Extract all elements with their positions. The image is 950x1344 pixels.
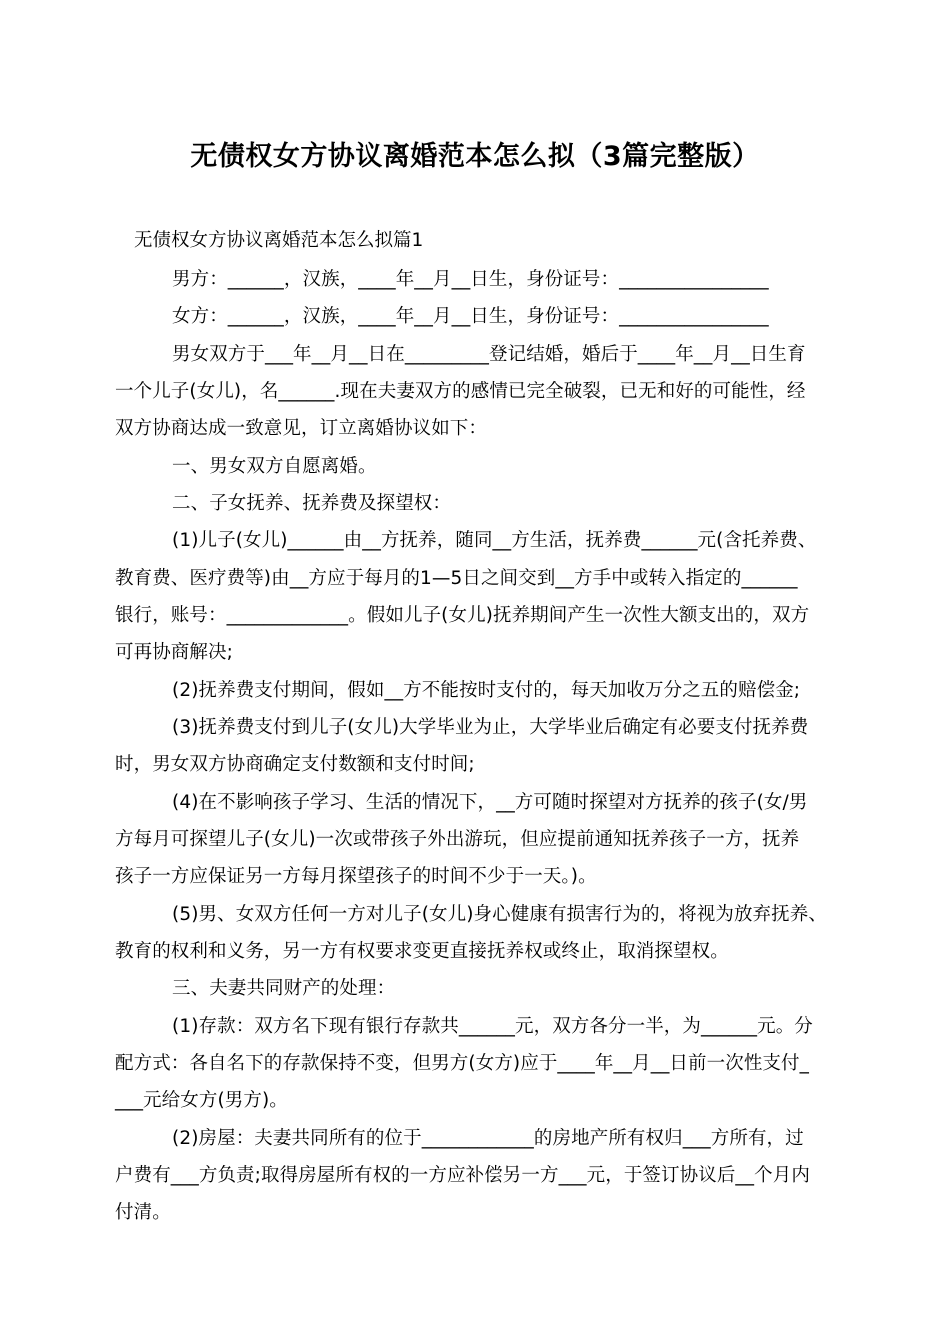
text-line: ___元给女方(男方)。: [115, 1090, 288, 1111]
text-line: 二、子女抚养、抚养费及探望权：: [172, 493, 452, 514]
text-line: 付清。: [115, 1202, 171, 1223]
text-line: 教育费、医疗费等)由__方应于每月的1—5日之间交到__方手中或转入指定的______: [115, 568, 798, 589]
text-line: 一、男女双方自愿离婚。: [172, 456, 377, 477]
text-line: (5)男、女双方任何一方对儿子(女儿)身心健康有损害行为的，将视为放弃抚养、: [172, 904, 827, 925]
text-line: (1)儿子(女儿)______由__方抚养，随同__方生活，抚养费______元(含托养费、: [172, 530, 817, 551]
text-line: 可再协商解决;: [115, 642, 233, 663]
text-line: (2)抚养费支付期间，假如__方不能按时支付的，每天加收万分之五的赔偿金;: [172, 680, 801, 701]
text-line: 三、夫妻共同财产的处理：: [172, 978, 396, 999]
text-line: 双方协商达成一致意见，订立离婚协议如下：: [115, 418, 488, 439]
text-line: 一个儿子(女儿)，名______.现在夫妻双方的感情已完全破裂，已无和好的可能性，经: [115, 381, 806, 402]
text-line: 孩子一方应保证另一方每月探望孩子的时间不少于一天。)。: [115, 866, 597, 887]
text-line: 配方式：各自名下的存款保持不变，但男方(女方)应于____年__月__日前一次性支付_: [115, 1053, 809, 1074]
text-line: 方每月可探望儿子(女儿)一次或带孩子外出游玩，但应提前通知抚养孩子一方，抚养: [115, 829, 800, 850]
text-line: 男方：______，汉族，____年__月__日生，身份证号：________________: [172, 269, 769, 290]
text-line: 时，男女双方协商确定支付数额和支付时间;: [115, 754, 475, 775]
text-line: 银行，账号：_____________。假如儿子(女儿)抚养期间产生一次性大额支出的，双方: [115, 605, 810, 626]
text-line: (2)房屋：夫妻共同所有的位于____________的房地产所有权归___方所有，过: [172, 1128, 804, 1149]
text-line: 户费有___方负责;取得房屋所有权的一方应补偿另一方___元，于签订协议后__个月内: [115, 1165, 810, 1186]
document-title: 无债权女方协议离婚范本怎么拟（3篇完整版）: [190, 141, 760, 172]
text-line: (1)存款：双方名下现有银行存款共______元，双方各分一半，为______元。分: [172, 1016, 813, 1037]
text-line: 教育的权利和义务，另一方有权要求变更直接抚养权或终止，取消探望权。: [115, 941, 729, 962]
text-line: 女方：______，汉族，____年__月__日生，身份证号：________________: [172, 306, 769, 327]
text-line: (3)抚养费支付到儿子(女儿)大学毕业为止，大学毕业后确定有必要支付抚养费: [172, 717, 809, 738]
section-heading: 无债权女方协议离婚范本怎么拟篇1: [134, 230, 424, 251]
text-line: 男女双方于___年__月__日在_________登记结婚，婚后于____年__月__日生育: [172, 344, 806, 365]
text-line: (4)在不影响孩子学习、生活的情况下，__方可随时探望对方抚养的孩子(女/男: [172, 792, 808, 813]
